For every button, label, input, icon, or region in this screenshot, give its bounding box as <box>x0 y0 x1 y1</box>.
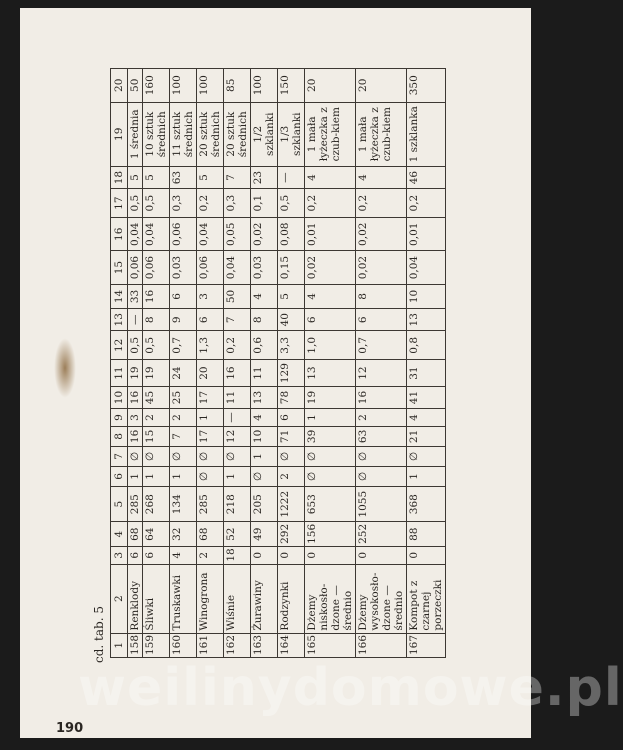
table-cell: 1,3 <box>197 331 224 360</box>
table-cell: 4 <box>251 284 278 308</box>
table-cell: 368 <box>407 486 446 522</box>
table-cell: 2 <box>356 409 407 427</box>
portion-cell: 1/2 szklanki <box>251 102 278 166</box>
table-cell: 166 <box>356 633 407 657</box>
table-cell: 162 <box>224 633 251 657</box>
table-cell: 45 <box>143 386 170 408</box>
table-row <box>251 69 278 658</box>
table-cell: 8 <box>356 284 407 308</box>
table-cell: 0,02 <box>356 218 407 251</box>
column-header: 9 <box>111 409 128 427</box>
table-cell: 16 <box>143 284 170 308</box>
table-cell: 1 <box>197 409 224 427</box>
table-cell: ∅ <box>356 466 407 486</box>
table-cell: 12 <box>356 360 407 387</box>
portion-cell: 20 sztuk średnich <box>224 102 251 166</box>
table-cell: 1 <box>143 466 170 486</box>
product-name-cell: Dżemy niskosło-dzone — średnio <box>305 564 356 633</box>
table-cell: 0,06 <box>170 218 197 251</box>
table-cell: 0,06 <box>197 251 224 284</box>
book-page <box>20 8 623 738</box>
table-cell: 0,3 <box>224 189 251 218</box>
table-cell: 292 <box>278 522 305 546</box>
table-cell: 21 <box>407 426 446 446</box>
column-header: 20 <box>111 69 128 103</box>
table-cell: 285 <box>128 486 143 522</box>
table-cell: 0,06 <box>128 251 143 284</box>
column-header: 18 <box>111 166 128 188</box>
table-cell: ∅ <box>305 466 356 486</box>
column-header: 8 <box>111 426 128 446</box>
table-cell: 85 <box>224 69 251 103</box>
table-cell: 5 <box>128 166 143 188</box>
table-cell: 0,5 <box>143 189 170 218</box>
table-row <box>143 69 170 658</box>
table-cell: 6 <box>170 284 197 308</box>
product-name-cell: Kompot z czarnej porzeczki <box>407 564 446 633</box>
table-cell: 64 <box>143 522 170 546</box>
table-cell: 0,2 <box>224 331 251 360</box>
table-cell: 0,03 <box>251 251 278 284</box>
table-cell: 52 <box>224 522 251 546</box>
table-cell: 19 <box>128 360 143 387</box>
table-cell: 653 <box>305 486 356 522</box>
table-cell: ∅ <box>197 446 224 466</box>
column-header: 12 <box>111 331 128 360</box>
column-header: 16 <box>111 218 128 251</box>
table-cell: 158 <box>128 633 143 657</box>
table-cell: 0,05 <box>224 218 251 251</box>
table-row <box>170 69 197 658</box>
table-cell: 19 <box>143 360 170 387</box>
table-cell: 0,04 <box>197 218 224 251</box>
table-cell: 50 <box>128 69 143 103</box>
product-name-cell: Śliwki <box>143 564 170 633</box>
table-cell: 0,6 <box>251 331 278 360</box>
table-cell: ∅ <box>224 446 251 466</box>
table-cell: 4 <box>356 166 407 188</box>
table-cell: 0,15 <box>278 251 305 284</box>
table-cell: — <box>278 166 305 188</box>
table-cell: 88 <box>407 522 446 546</box>
column-header: 19 <box>111 102 128 166</box>
table-cell: ∅ <box>356 446 407 466</box>
table-cell: 5 <box>278 284 305 308</box>
column-header: 17 <box>111 189 128 218</box>
table-cell: 160 <box>170 633 197 657</box>
table-cell: 0 <box>251 546 278 564</box>
table-cell: 17 <box>197 426 224 446</box>
table-cell: 1 <box>224 466 251 486</box>
table-cell: 11 <box>224 386 251 408</box>
table-cell: 20 <box>197 360 224 387</box>
table-cell: 0,02 <box>251 218 278 251</box>
table-row <box>224 69 251 658</box>
table-row <box>278 69 305 658</box>
table-cell: 11 <box>251 360 278 387</box>
table-header-row <box>111 69 128 658</box>
rotated-table-container <box>110 68 540 658</box>
table-cell: 32 <box>170 522 197 546</box>
table-cell: 0 <box>356 546 407 564</box>
page-stain <box>54 338 76 398</box>
table-cell: 0,3 <box>170 189 197 218</box>
table-cell: 1055 <box>356 486 407 522</box>
table-cell: 5 <box>143 166 170 188</box>
portion-cell: 1 mała łyżeczka z czub-kiem <box>305 102 356 166</box>
page-number: 190 <box>56 721 84 736</box>
table-cell: 100 <box>170 69 197 103</box>
nutrition-table <box>110 68 446 658</box>
table-cell: 20 <box>356 69 407 103</box>
table-cell: 9 <box>170 309 197 331</box>
table-cell: 13 <box>407 309 446 331</box>
column-header: 11 <box>111 360 128 387</box>
product-name-cell: Renklody <box>128 564 143 633</box>
table-cell: ∅ <box>407 446 446 466</box>
table-row <box>197 69 224 658</box>
table-cell: 3 <box>128 409 143 427</box>
table-cell: 0,03 <box>170 251 197 284</box>
table-cell: 0,2 <box>197 189 224 218</box>
table-cell: 49 <box>251 522 278 546</box>
table-cell: 2 <box>278 466 305 486</box>
table-cell: 18 <box>224 546 251 564</box>
table-cell: 19 <box>305 386 356 408</box>
table-cell: ∅ <box>251 466 278 486</box>
table-cell: 24 <box>170 360 197 387</box>
table-cell: 10 <box>251 426 278 446</box>
column-header: 4 <box>111 522 128 546</box>
table-row <box>305 69 356 658</box>
product-name-cell: Rodzynki <box>278 564 305 633</box>
column-header: 1 <box>111 633 128 657</box>
table-cell: 39 <box>305 426 356 446</box>
table-cell: 0,5 <box>278 189 305 218</box>
table-cell: 0,02 <box>305 251 356 284</box>
table-cell: 205 <box>251 486 278 522</box>
table-cell: 0,04 <box>224 251 251 284</box>
table-cell: ∅ <box>278 446 305 466</box>
table-cell: 7 <box>224 166 251 188</box>
table-cell: 13 <box>251 386 278 408</box>
table-cell: 63 <box>356 426 407 446</box>
portion-cell: 11 sztuk średnich <box>170 102 197 166</box>
table-cell: 0,08 <box>278 218 305 251</box>
table-cell: 33 <box>128 284 143 308</box>
table-cell: 1222 <box>278 486 305 522</box>
table-cell: 0,2 <box>305 189 356 218</box>
table-cell: 6 <box>278 409 305 427</box>
column-header: 7 <box>111 446 128 466</box>
table-cell: 16 <box>128 426 143 446</box>
table-cell: 6 <box>356 309 407 331</box>
table-cell: 0,1 <box>251 189 278 218</box>
portion-cell: 1/3 szklanki <box>278 102 305 166</box>
portion-cell: 1 średnia <box>128 102 143 166</box>
column-header: 14 <box>111 284 128 308</box>
portion-cell: 1 mała łyżeczka z czub-kiem <box>356 102 407 166</box>
table-cell: 16 <box>224 360 251 387</box>
table-cell: ∅ <box>143 446 170 466</box>
table-cell: 268 <box>143 486 170 522</box>
table-cell: 6 <box>197 309 224 331</box>
table-row <box>356 69 407 658</box>
table-cell: 2 <box>170 409 197 427</box>
table-cell: 165 <box>305 633 356 657</box>
table-cell: 4 <box>407 409 446 427</box>
table-cell: 40 <box>278 309 305 331</box>
table-cell: 167 <box>407 633 446 657</box>
table-cell: 285 <box>197 486 224 522</box>
column-header: 6 <box>111 466 128 486</box>
portion-cell: 20 sztuk średnich <box>197 102 224 166</box>
table-cell: — <box>128 309 143 331</box>
table-cell: 17 <box>197 386 224 408</box>
table-continuation-label: cd. tab. 5 <box>92 606 106 663</box>
table-cell: 4 <box>251 409 278 427</box>
table-cell: 0,2 <box>407 189 446 218</box>
table-cell: 134 <box>170 486 197 522</box>
table-cell: 15 <box>143 426 170 446</box>
portion-cell: 10 sztuk średnich <box>143 102 170 166</box>
table-cell: 1 <box>305 409 356 427</box>
table-cell: 0 <box>278 546 305 564</box>
table-cell: 0,04 <box>128 218 143 251</box>
table-cell: 5 <box>197 166 224 188</box>
table-cell: 7 <box>224 309 251 331</box>
table-cell: 68 <box>128 522 143 546</box>
table-cell: 1 <box>407 466 446 486</box>
table-cell: 1 <box>251 446 278 466</box>
table-cell: 0 <box>305 546 356 564</box>
table-cell: 163 <box>251 633 278 657</box>
product-name-cell: Wiśnie <box>224 564 251 633</box>
table-cell: — <box>224 409 251 427</box>
table-cell: 164 <box>278 633 305 657</box>
table-cell: 0,01 <box>407 218 446 251</box>
column-header: 2 <box>111 564 128 633</box>
table-cell: 6 <box>128 546 143 564</box>
table-cell: 0,5 <box>128 331 143 360</box>
table-cell: 20 <box>305 69 356 103</box>
table-cell: 2 <box>197 546 224 564</box>
table-cell: 31 <box>407 360 446 387</box>
table-cell: 68 <box>197 522 224 546</box>
table-cell: 0,04 <box>407 251 446 284</box>
table-cell: 50 <box>224 284 251 308</box>
table-cell: 23 <box>251 166 278 188</box>
table-row <box>407 69 446 658</box>
table-cell: 0,06 <box>143 251 170 284</box>
table-cell: 16 <box>128 386 143 408</box>
table-cell: 350 <box>407 69 446 103</box>
table-cell: 0,02 <box>356 251 407 284</box>
table-cell: 0,7 <box>170 331 197 360</box>
table-cell: 78 <box>278 386 305 408</box>
table-cell: 150 <box>278 69 305 103</box>
table-cell: ∅ <box>170 446 197 466</box>
table-cell: 13 <box>305 360 356 387</box>
product-name-cell: Żurawiny <box>251 564 278 633</box>
table-cell: 6 <box>305 309 356 331</box>
product-name-cell: Truskawki <box>170 564 197 633</box>
table-cell: 1,0 <box>305 331 356 360</box>
table-cell: 10 <box>407 284 446 308</box>
table-cell: ∅ <box>305 446 356 466</box>
table-cell: 3 <box>197 284 224 308</box>
table-cell: 4 <box>305 166 356 188</box>
table-cell: 252 <box>356 522 407 546</box>
table-cell: 12 <box>224 426 251 446</box>
table-cell: 0,01 <box>305 218 356 251</box>
table-cell: 160 <box>143 69 170 103</box>
table-cell: 0,04 <box>143 218 170 251</box>
column-header: 3 <box>111 546 128 564</box>
table-cell: 159 <box>143 633 170 657</box>
table-cell: 2 <box>143 409 170 427</box>
table-cell: 0,7 <box>356 331 407 360</box>
table-cell: 156 <box>305 522 356 546</box>
table-cell: 4 <box>170 546 197 564</box>
column-header: 5 <box>111 486 128 522</box>
table-cell: 161 <box>197 633 224 657</box>
table-cell: 100 <box>251 69 278 103</box>
table-cell: 129 <box>278 360 305 387</box>
table-cell: 8 <box>143 309 170 331</box>
table-cell: 4 <box>305 284 356 308</box>
table-cell: 63 <box>170 166 197 188</box>
table-cell: 100 <box>197 69 224 103</box>
product-name-cell: Dżemy wysokosło-dzone — średnio <box>356 564 407 633</box>
table-row <box>128 69 143 658</box>
table-cell: 0,2 <box>356 189 407 218</box>
column-header: 13 <box>111 309 128 331</box>
table-cell: 0,5 <box>143 331 170 360</box>
watermark: weilinydomowe.pl <box>78 658 623 718</box>
table-cell: 1 <box>170 466 197 486</box>
table-cell: 41 <box>407 386 446 408</box>
table-cell: 6 <box>143 546 170 564</box>
column-header: 10 <box>111 386 128 408</box>
table-cell: ∅ <box>197 466 224 486</box>
table-cell: 25 <box>170 386 197 408</box>
table-cell: 218 <box>224 486 251 522</box>
table-cell: 3,3 <box>278 331 305 360</box>
table-cell: 0 <box>407 546 446 564</box>
table-cell: 1 <box>128 466 143 486</box>
table-cell: 16 <box>356 386 407 408</box>
table-cell: 0,8 <box>407 331 446 360</box>
table-cell: 0,5 <box>128 189 143 218</box>
table-cell: 71 <box>278 426 305 446</box>
portion-cell: 1 szklanka <box>407 102 446 166</box>
column-header: 15 <box>111 251 128 284</box>
table-cell: 8 <box>251 309 278 331</box>
table-cell: 46 <box>407 166 446 188</box>
product-name-cell: Winogrona <box>197 564 224 633</box>
table-cell: ∅ <box>128 446 143 466</box>
table-cell: 7 <box>170 426 197 446</box>
